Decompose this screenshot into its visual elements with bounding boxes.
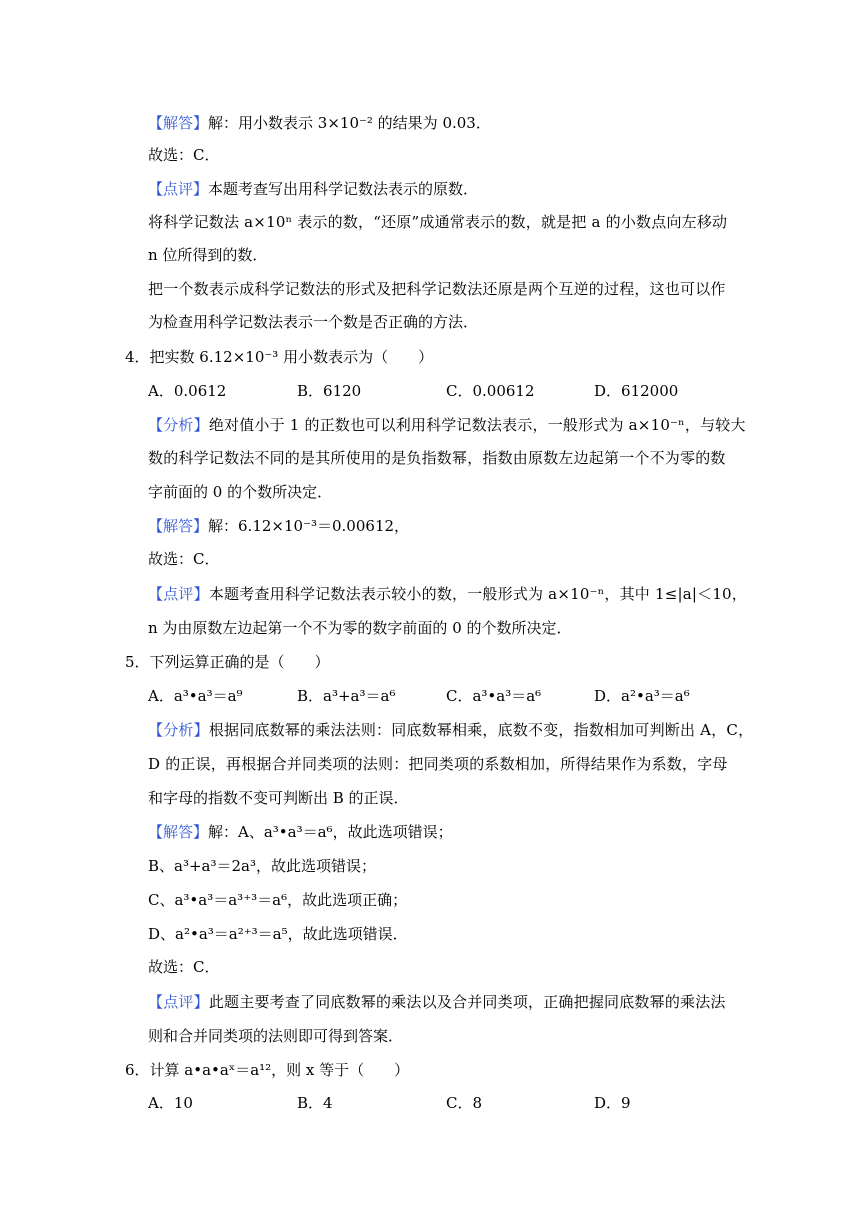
question-5: 5．下列运算正确的是（ ） bbox=[125, 653, 330, 671]
choose-line: 故选：C． bbox=[148, 958, 220, 976]
answer-line: C、a³•a³＝a³⁺³＝a⁶，故此选项正确； bbox=[148, 891, 408, 909]
q5-option-d: D．a²•a³＝a⁶ bbox=[594, 687, 690, 705]
answer-line: D、a²•a³＝a²⁺³＝a⁵，故此选项错误． bbox=[148, 925, 408, 943]
comment-line: 把一个数表示成科学记数法的形式及把科学记数法还原是两个互逆的过程，这也可以作 bbox=[148, 280, 726, 298]
comment-tag: 【点评】 bbox=[148, 993, 209, 1011]
q6-option-c: C．8 bbox=[446, 1094, 483, 1112]
q5-option-b: B．a³+a³＝a⁶ bbox=[297, 687, 396, 705]
comment-tag: 【点评】 bbox=[148, 180, 209, 198]
q6-option-b: B．4 bbox=[297, 1094, 333, 1112]
answer-tag: 【解答】 bbox=[148, 517, 209, 535]
q4-option-a: A．0.0612 bbox=[148, 382, 227, 400]
choose-line: 故选：C． bbox=[148, 146, 220, 164]
comment-line: 为检查用科学记数法表示一个数是否正确的方法． bbox=[148, 313, 479, 331]
answer-line: B、a³+a³＝2a³，故此选项错误； bbox=[148, 857, 377, 875]
analysis-line: 和字母的指数不变可判断出 B 的正误． bbox=[148, 789, 409, 807]
q6-option-a: A．10 bbox=[148, 1094, 193, 1112]
comment-line: 【点评】此题主要考查了同底数幂的乘法以及合并同类项，正确把握同底数幂的乘法法 bbox=[148, 993, 726, 1011]
q6-option-d: D．9 bbox=[594, 1094, 631, 1112]
q4-option-b: B．6120 bbox=[297, 382, 362, 400]
comment-line: 【点评】本题考查写出用科学记数法表示的原数． bbox=[148, 180, 479, 198]
analysis-line: 【分析】根据同底数幂的乘法法则：同底数幂相乘，底数不变，指数相加可判断出 A，C， bbox=[148, 721, 754, 739]
analysis-line: D 的正误，再根据合并同类项的法则：把同类项的系数相加，所得结果作为系数，字母 bbox=[148, 755, 728, 773]
comment-line: 【点评】本题考查用科学记数法表示较小的数，一般形式为 a×10⁻ⁿ，其中 1≤|a|＜10， bbox=[148, 585, 748, 603]
comment-line: n 位所得到的数． bbox=[148, 246, 268, 264]
comment-tag: 【点评】 bbox=[148, 585, 209, 603]
choose-line: 故选：C． bbox=[148, 550, 220, 568]
comment-line: 将科学记数法 a×10ⁿ 表示的数，“还原”成通常表示的数，就是把 a 的小数点向左移动 bbox=[148, 213, 728, 231]
answer-tag: 【解答】 bbox=[148, 114, 209, 132]
analysis-line: 字前面的 0 的个数所决定． bbox=[148, 483, 333, 501]
q4-option-c: C．0.00612 bbox=[446, 382, 535, 400]
analysis-line: 【分析】绝对值小于 1 的正数也可以利用科学记数法表示，一般形式为 a×10⁻ⁿ，与较大 bbox=[148, 416, 746, 434]
q5-option-a: A．a³•a³＝a⁹ bbox=[148, 687, 243, 705]
answer-line: 【解答】解：6.12×10⁻³＝0.00612， bbox=[148, 517, 410, 535]
q5-option-c: C．a³•a³＝a⁶ bbox=[446, 687, 542, 705]
question-4: 4．把实数 6.12×10⁻³ 用小数表示为（ ） bbox=[125, 348, 434, 366]
analysis-tag: 【分析】 bbox=[148, 416, 209, 434]
q4-option-d: D．612000 bbox=[594, 382, 679, 400]
answer-line: 【解答】解：用小数表示 3×10⁻² 的结果为 0.03． bbox=[148, 114, 491, 132]
comment-line: 则和合并同类项的法则即可得到答案． bbox=[148, 1027, 404, 1045]
question-6: 6．计算 a•a•aˣ＝a¹²，则 x 等于（ ） bbox=[125, 1061, 410, 1079]
comment-line: n 为由原数左边起第一个不为零的数字前面的 0 的个数所决定． bbox=[148, 619, 572, 637]
analysis-tag: 【分析】 bbox=[148, 721, 209, 739]
answer-line: 【解答】解：A、a³•a³＝a⁶，故此选项错误； bbox=[148, 823, 453, 841]
answer-tag: 【解答】 bbox=[148, 823, 209, 841]
analysis-line: 数的科学记数法不同的是其所使用的是负指数幂，指数由原数左边起第一个不为零的数 bbox=[148, 449, 726, 467]
